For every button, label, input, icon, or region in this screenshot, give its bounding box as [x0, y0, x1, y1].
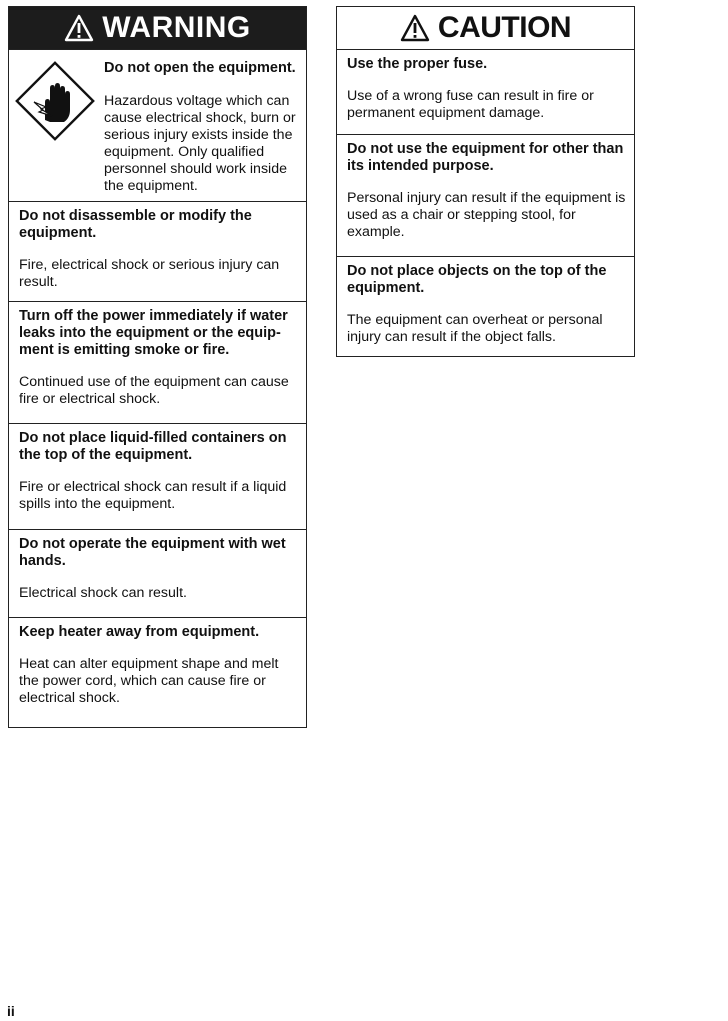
warning-section-heater [9, 617, 306, 725]
page-number: ii [7, 1003, 15, 1019]
warning-section-title: Turn off the power immediately if water leaks into the equipment or the equip-ment is emitting smoke or fire. [19, 308, 288, 358]
warning-section-body: Fire or electrical shock can result if a liquid spills into the equipment. [19, 479, 287, 512]
warning-first-section [9, 49, 306, 201]
warning-first-title: Do not open the equipment. [104, 60, 296, 76]
warning-title: WARNING [102, 11, 251, 44]
caution-section-title: Do not place objects on the top of the equipment. [347, 263, 607, 296]
warning-header [9, 7, 306, 49]
caution-box [336, 6, 635, 357]
caution-section-objects-on-top [337, 256, 634, 356]
caution-section-fuse [337, 50, 634, 134]
caution-header [337, 7, 634, 50]
warning-section-body: Heat can alter equipment shape and melt the power cord, which can cause fire or electrical shock. [19, 656, 279, 706]
caution-section-body: The equipment can overheat or personal injury can result if the object falls. [347, 312, 603, 345]
warning-section-title: Do not place liquid-filled containers on the top of the equipment. [19, 430, 287, 463]
caution-section-intended-purpose [337, 134, 634, 256]
warning-section-body: Electrical shock can result. [19, 585, 187, 601]
warning-section-title: Do not disassemble or modify the equipment. [19, 208, 252, 241]
caution-section-body: Personal injury can result if the equipment is used as a chair or stepping stool, for example. [347, 190, 626, 240]
warning-triangle-icon [64, 14, 94, 42]
warning-section-liquid [9, 423, 306, 529]
warning-triangle-icon [400, 14, 430, 42]
caution-section-body: Use of a wrong fuse can result in fire or permanent equipment damage. [347, 88, 594, 121]
warning-section-title: Keep heater away from equipment. [19, 624, 260, 640]
warning-section-disassemble [9, 201, 306, 301]
warning-section-wet-hands [9, 529, 306, 617]
warning-first-body: Hazardous voltage which can cause electrical shock, burn or serious injury exists inside the equipment. Only qualified personnel should work inside the equipment. [104, 93, 296, 194]
warning-section-body: Fire, electrical shock or serious injury can result. [19, 257, 280, 290]
electrical-shock-hand-icon [12, 58, 98, 144]
caution-section-title: Use the proper fuse. [347, 56, 488, 72]
warning-section-power-off [9, 301, 306, 423]
caution-section-title: Do not use the equipment for other than its intended purpose. [347, 141, 624, 174]
caution-title: CAUTION [437, 11, 572, 44]
warning-section-body: Continued use of the equipment can cause fire or electrical shock. [19, 374, 289, 407]
warning-section-title: Do not operate the equipment with wet hands. [19, 536, 286, 569]
warning-box [8, 6, 307, 728]
